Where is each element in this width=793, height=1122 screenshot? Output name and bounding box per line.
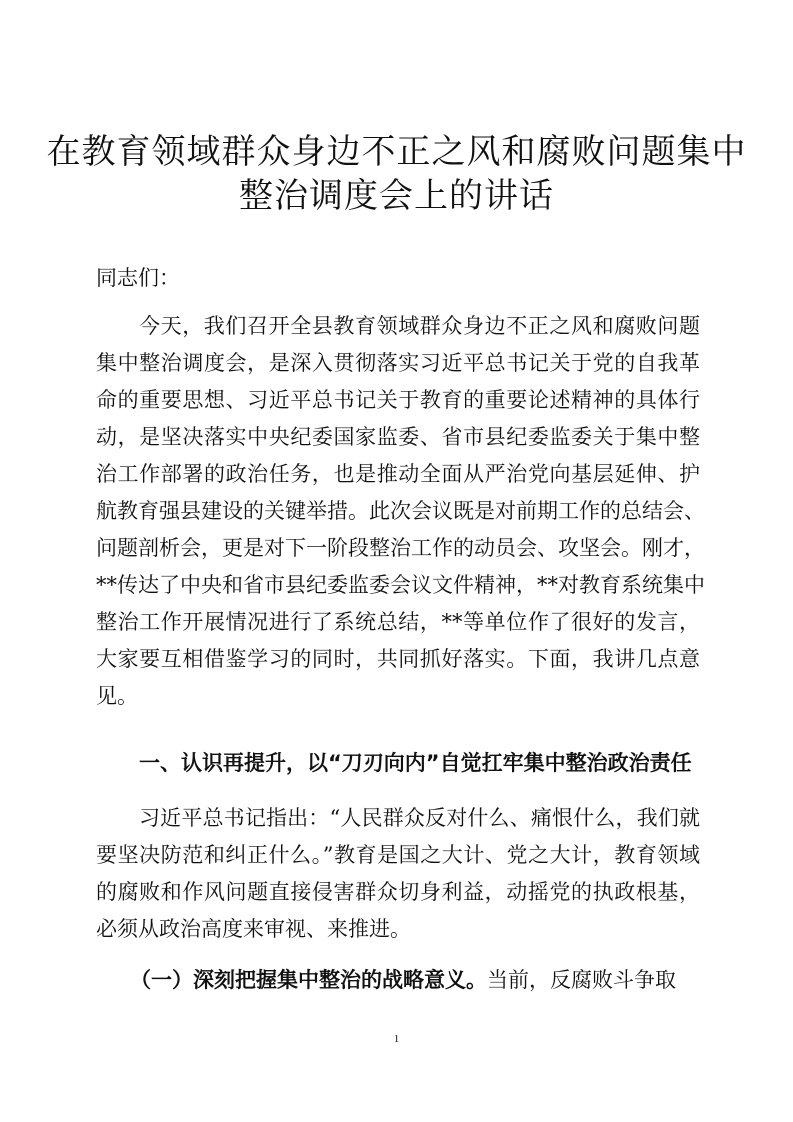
intro-paragraph-line: **传达了中央和省市县纪委监委会议文件精神，**对教育系统集中 xyxy=(96,573,705,597)
salutation: 同志们： xyxy=(96,266,180,290)
intro-paragraph-line: 集中整治调度会，是深入贯彻落实习近平总书记关于党的自我革 xyxy=(96,351,700,375)
subsection-1-line xyxy=(130,965,700,995)
subsection-1-text: 当前，反腐败斗争取 xyxy=(487,968,676,992)
intro-paragraph-line: 今天，我们召开全县教育领域群众身边不正之风和腐败问题 xyxy=(139,314,700,338)
section-1-paragraph-line: 习近平总书记指出：“人民群众反对什么、痛恨什么，我们就 xyxy=(139,806,700,830)
intro-paragraph-line: 整治工作开展情况进行了系统总结，**等单位作了很好的发言， xyxy=(96,610,700,634)
document-title-line-1: 在教育领域群众身边不正之风和腐败问题集中 xyxy=(46,132,747,172)
section-1-paragraph-line: 必须从政治高度来审视、来推进。 xyxy=(96,917,411,941)
intro-paragraph-line: 治工作部署的政治任务，也是推动全面从严治党向基层延伸、护 xyxy=(96,462,700,486)
section-1-paragraph-line: 要坚决防范和纠正什么。”教育是国之大计、党之大计，教育领域 xyxy=(96,843,700,867)
intro-paragraph-line: 航教育强县建设的关键举措。此次会议既是对前期工作的总结会、 xyxy=(96,499,705,523)
intro-paragraph-line: 大家要互相借鉴学习的同时，共同抓好落实。下面，我讲几点意 xyxy=(96,647,700,671)
intro-paragraph-line: 问题剖析会，更是对下一阶段整治工作的动员会、攻坚会。刚才， xyxy=(96,536,705,560)
subsection-1-heading: （一）深刻把握集中整治的战略意义。 xyxy=(130,967,487,992)
document-title-line-2: 整治调度会上的讲话 xyxy=(239,176,554,216)
page-number: 1 xyxy=(393,1033,400,1045)
intro-paragraph-line: 命的重要思想、习近平总书记关于教育的重要论述精神的具体行 xyxy=(96,388,700,412)
intro-paragraph-line: 见。 xyxy=(96,684,138,708)
section-1-paragraph-line: 的腐败和作风问题直接侵害群众切身利益，动摇党的执政根基， xyxy=(96,880,700,904)
intro-paragraph-line: 动，是坚决落实中央纪委国家监委、省市县纪委监委关于集中整 xyxy=(96,425,700,449)
section-1-heading: 一、认识再提升，以“刀刃向内”自觉扛牢集中整治政治责任 xyxy=(139,751,692,775)
